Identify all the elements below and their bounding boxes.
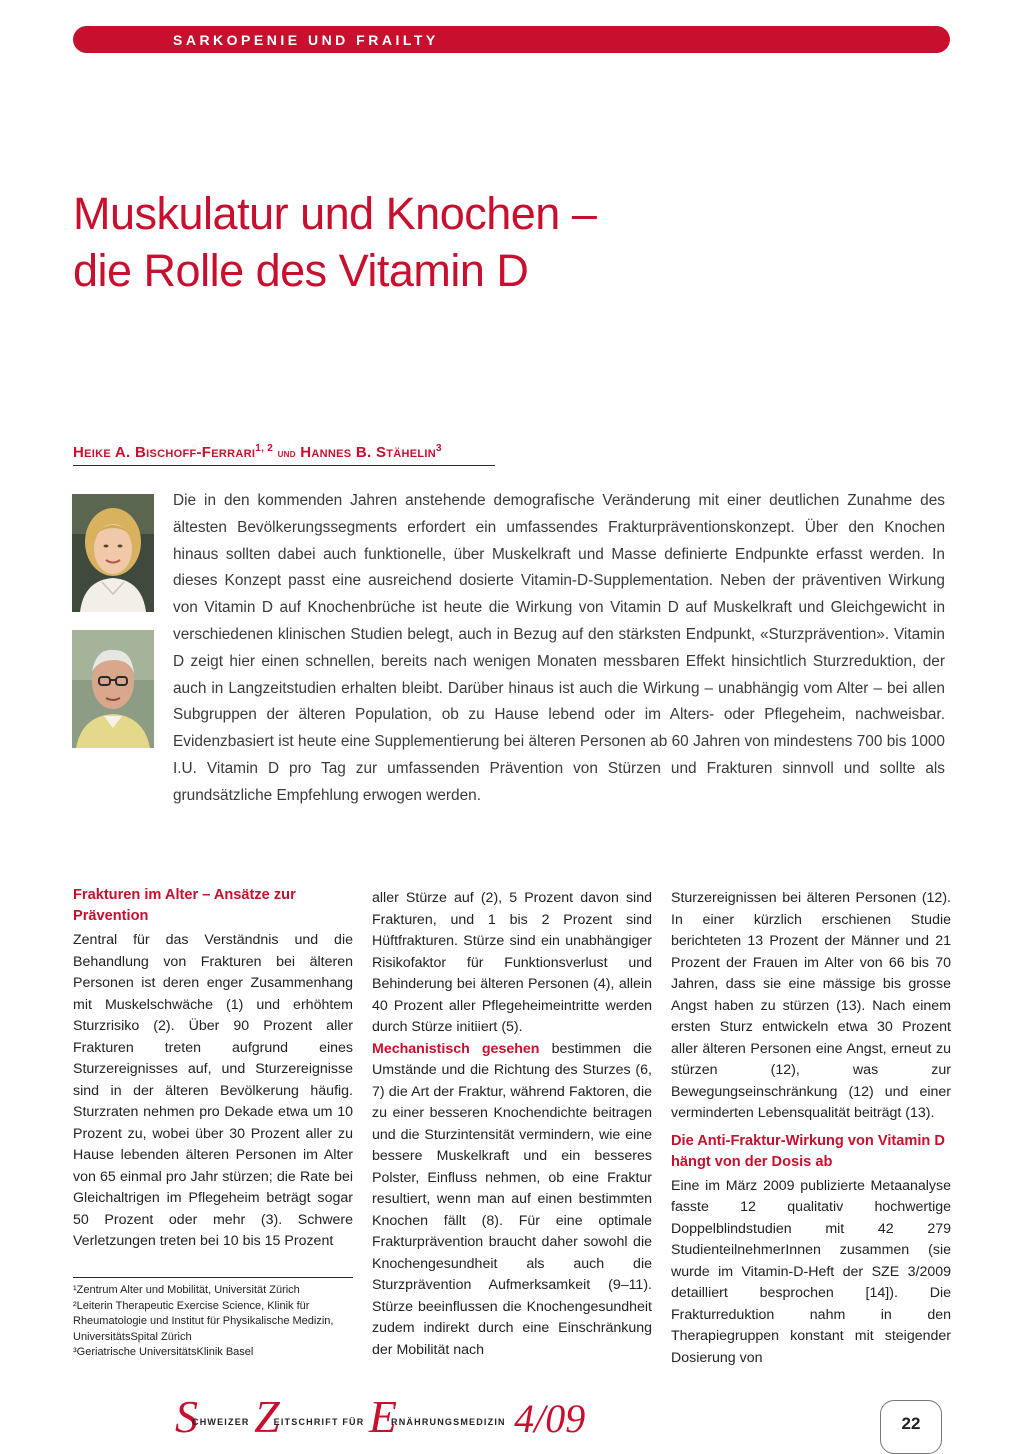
author-first-affiliations: 1, 2 — [255, 443, 274, 454]
title-line-1: Muskulatur und Knochen – — [73, 188, 597, 239]
title-line-2: die Rolle des Vitamin D — [73, 245, 529, 296]
portrait-man-image — [72, 630, 154, 748]
section-label: SARKOPENIE UND FRAILTY — [173, 32, 439, 48]
footnote-1: ¹Zentrum Alter und Mobilität, Universität Zürich — [73, 1284, 300, 1296]
journal-issue: 4/09 — [514, 1396, 586, 1441]
footnote-3: ³Geriatrische UniversitätsKlinik Basel — [73, 1346, 254, 1358]
body-column-2 — [372, 888, 652, 1361]
section-heading-fractures: Frakturen im Alter – Ansätze zur Prävention — [73, 887, 296, 924]
body-column-1 — [73, 885, 353, 1253]
body-paragraph: Zentral für das Verständnis und die Behandlung von Frakturen bei älteren Personen ist deren enger Zusammenhang mit Muskelschwäche (1) und erhöhtem Sturzrisiko (2). Über 90 Prozent aller Frakturen treten aufgrund eines Sturzereignisses auf, und Sturzereignisse sind in der älteren Bevölkerung häufig. Sturzraten nehmen pro Dekade etwa um 10 Prozent zu, wobei über 30 Prozent aller zu Hause lebenden älteren Personen im Alter von 65 einmal pro Jahr stürzen; die Rate bei Gleichaltrigen im Pflegeheim beträgt sogar 50 Prozent oder mehr (3). Schwere Verletzungen treten bei 10 bis 15 Prozent — [73, 932, 353, 1249]
paragraph-text: bestimmen die Umstände und die Richtung des Sturzes (6, 7) die Art der Fraktur, während Faktoren, die zu einer besseren Knochendichte beitragen und die Sturzintensität vermindern, wie eine bessere Muskelkraft und ein besseres Polster, Einfluss nehmen, ob eine Fraktur resultiert, wenn man auf einen bestimmten Knochen fällt (8). Für eine optimale Frakturprävention braucht daher sowohl die Knochengesundheit als auch die Sturzprävention Aufmerksamkeit (9–11). Stürze beeinflussen die Knochengesundheit zudem indirekt durch eine Einschränkung der Mobilität nach — [372, 1040, 652, 1358]
body-paragraph-mechanistic — [372, 1039, 652, 1362]
footnotes — [73, 1277, 353, 1361]
article-title — [73, 185, 596, 299]
body-paragraph: aller Stürze auf (2), 5 Prozent davon sind Frakturen, und 1 bis 2 Prozent sind Hüftfrakturen. Stürze sind ein unabhängiger Risikofaktor für Funktionsverlust und Behinderung bei älteren Personen (4), allein 40 Prozent aller Pflegeheimeintritte werden durch Stürze initiiert (5). — [372, 890, 652, 1035]
page-number: 22 — [880, 1400, 942, 1454]
author-first: Heike A. Bischoff-Ferrari — [73, 444, 256, 461]
article-abstract: Die in den kommenden Jahren anstehende demografische Veränderung mit einer deutlichen Zunahme des ältesten Bevölkerungssegments erfordert ein umfassendes Frakturpräventionskonzept. Über den Knochen hinaus sollten dabei auch funktionelle, über Muskelkraft und Masse definierte Endpunkte erfasst werden. In dieses Konzept passt eine ausreichend dosierte Vitamin-D-Supplementation. Neben der präventiven Wirkung von Vitamin D auf Knochenbrüche ist heute die Wirkung von Vitamin D auf Muskelkraft und Gleichgewicht in verschiedenen klinischen Studien belegt, auch in Bezug auf den stärksten Endpunkt, «Sturzprävention». Vitamin D zeigt hier einen schnellen, bereits nach wenigen Monaten messbaren Effekt hinsichtlich Sturzreduktion, der auch in Langzeitstudien erhalten bleibt. Darüber hinaus ist auch die Wirkung – unabhängig vom Alter – bei allen Subgruppen der älteren Population, ob zu Hause lebend oder im Alters- oder Pflegeheim, nachweisbar. Evidenzbasiert ist heute eine Supplementierung bei älteren Personen ab 60 Jahren von mindestens 700 bis 1000 I.U. Vitamin D pro Tag zur umfassenden Prävention von Stürzen und Frakturen sinnvoll und sollte als grundsätzliche Empfehlung erwogen werden. — [173, 492, 945, 804]
author-second: Hannes B. Stähelin — [300, 444, 437, 461]
author-line — [73, 443, 495, 466]
journal-word-2: EITSCHRIFT FÜR — [273, 1417, 365, 1427]
section-heading-anti-fracture: Die Anti-Fraktur-Wirkung von Vitamin D hängt von der Dosis ab — [671, 1132, 945, 1170]
section-header-bar — [73, 26, 950, 53]
body-paragraph: Eine im März 2009 publizierte Metaanalyse fasste 12 qualitativ hochwertige Doppelblindstudien mit 42 279 StudienteilnehmerInnen zusammen (sie wurde im Vitamin-D-Heft der SZE 3/2009 detailliert besprochen [14]). Die Frakturreduktion nahm in den Therapiegruppen konstant mit steigender Dosierung von — [671, 1177, 951, 1366]
author-connector: und — [277, 446, 296, 460]
body-paragraph: Sturzereignissen bei älteren Personen (12). In einer kürzlich erschienen Studie berichteten 13 Prozent der Männer und 21 Prozent der Frauen im Alter von 66 bis 70 Jahren, dass sie eine mässige bis grosse Angst haben zu stürzen (13). Nach einem ersten Sturz entwickeln etwa 30 Prozent aller älteren Personen eine Angst, erneut zu stürzen (12), was zur Bewegungseinschränkung (12) und einer verminderten Lebensqualität beiträgt (13). — [671, 890, 951, 1121]
footnote-2: ²Leiterin Therapeutic Exercise Science, Klinik für Rheumatologie und Institut für Physikalische Medizin, UniversitätsSpital Zürich — [73, 1299, 334, 1343]
body-column-3 — [671, 888, 951, 1369]
author-photo-woman — [72, 494, 154, 612]
paragraph-lead-in: Mechanistisch gesehen — [372, 1040, 540, 1057]
journal-logo — [175, 1392, 595, 1442]
journal-letter-s: S — [175, 1391, 198, 1442]
journal-letter-z: Z — [254, 1391, 280, 1442]
author-photo-man — [72, 630, 154, 748]
author-second-affiliations: 3 — [436, 443, 442, 454]
journal-letter-e: E — [368, 1391, 398, 1442]
portrait-woman-image — [72, 494, 154, 612]
journal-word-1: CHWEIZER — [192, 1417, 250, 1427]
journal-word-3: RNÄHRUNGSMEDIZIN — [391, 1417, 506, 1427]
